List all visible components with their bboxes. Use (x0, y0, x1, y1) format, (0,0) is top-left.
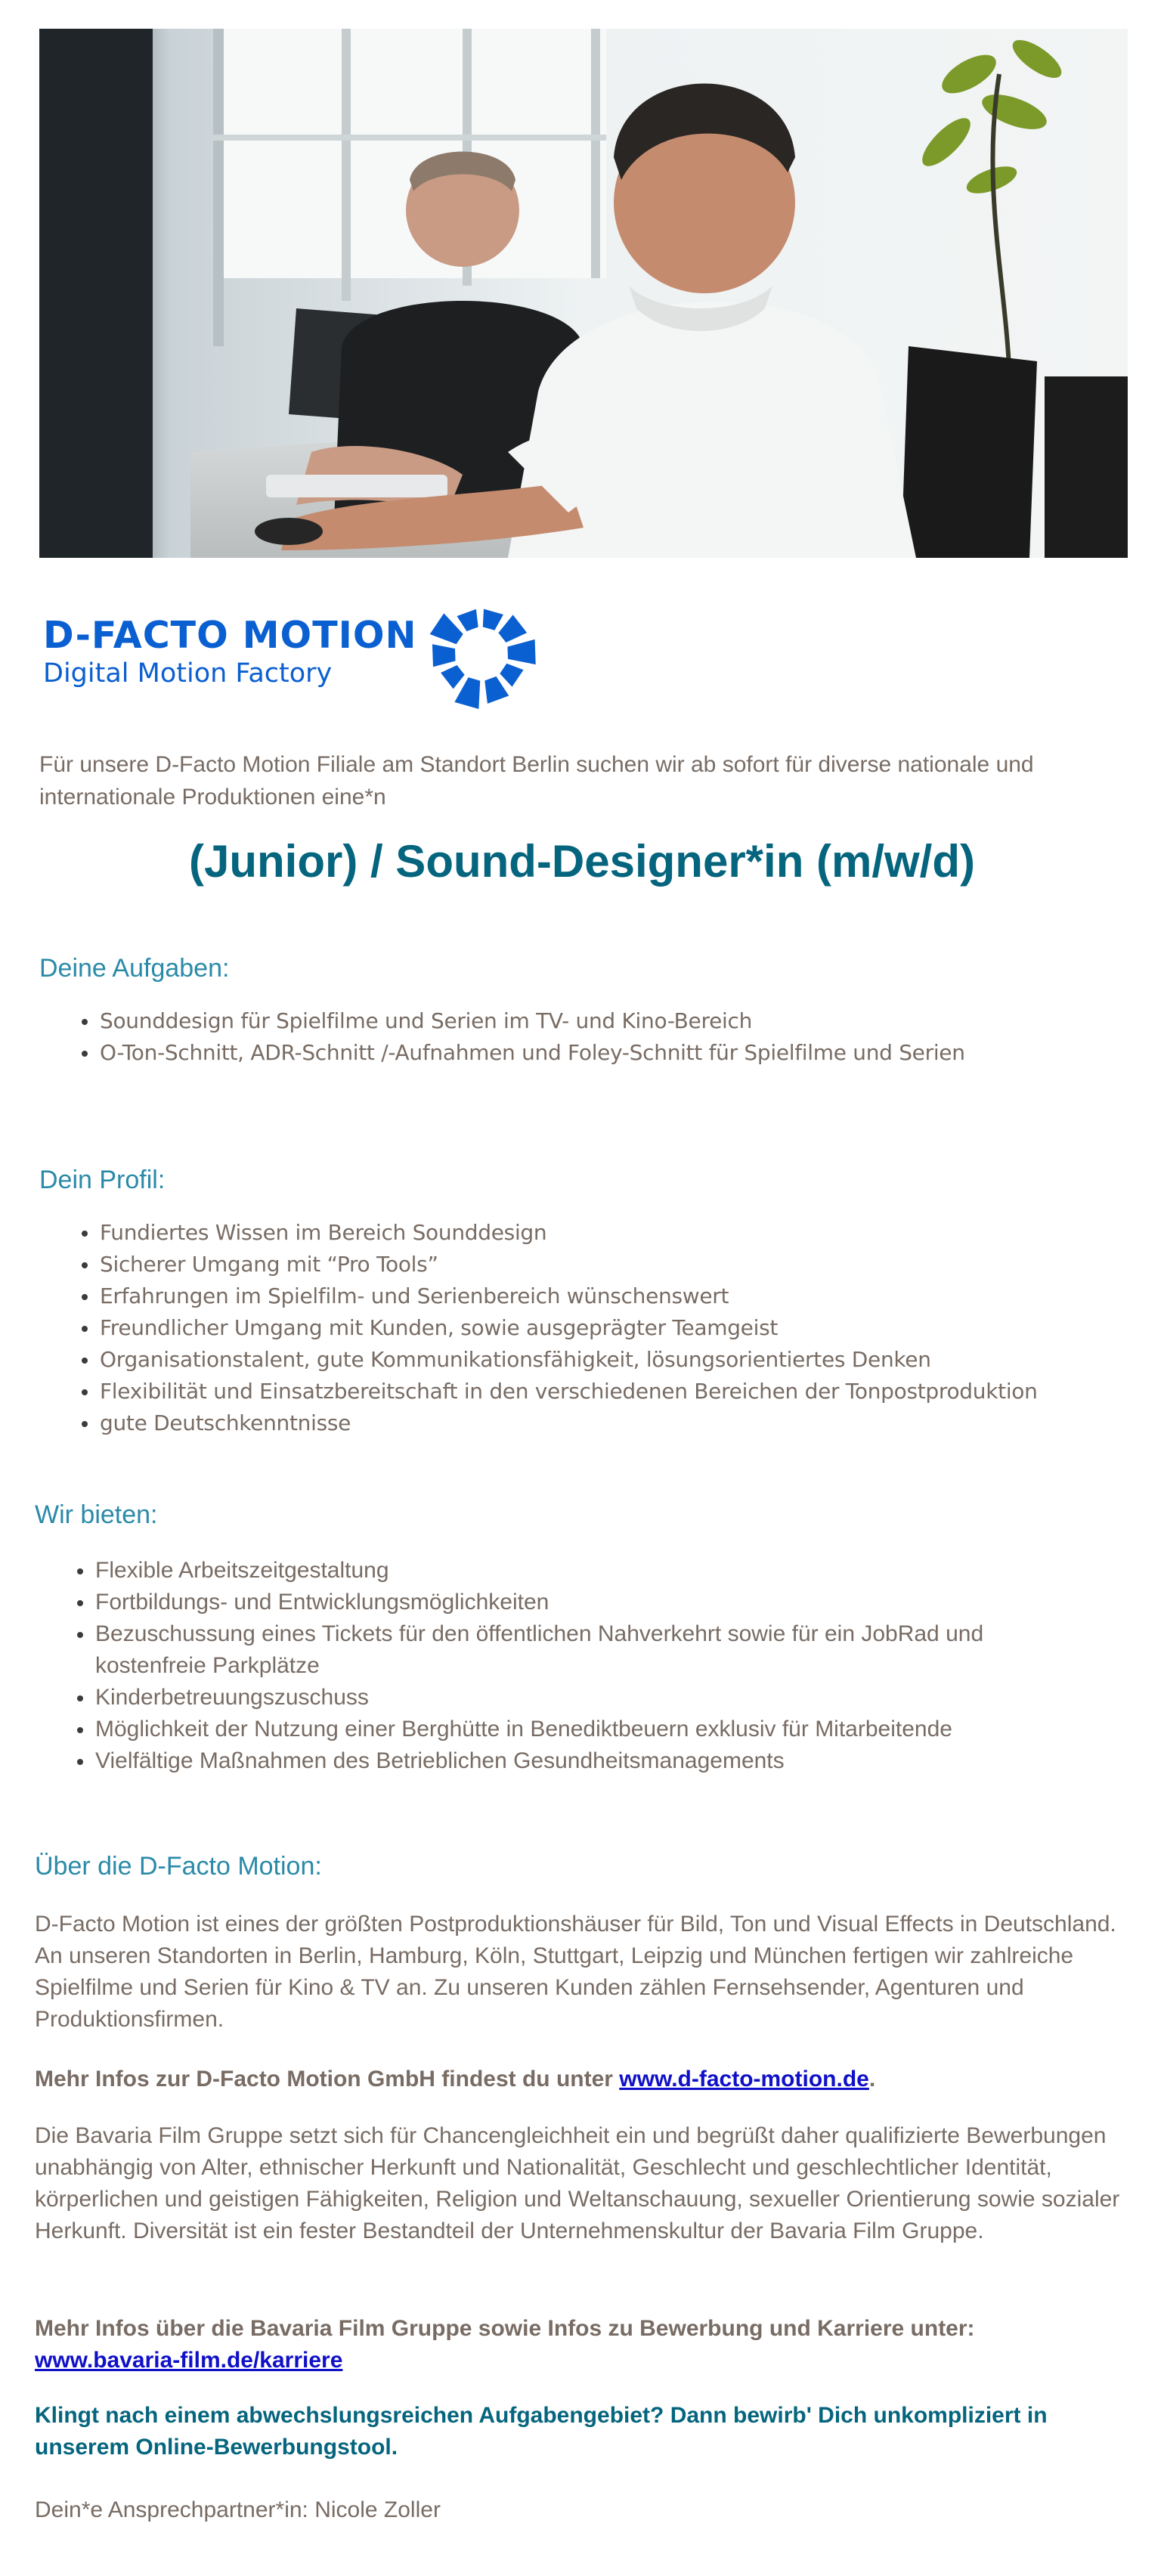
list-item: Freundlicher Umgang mit Kunden, sowie ausgeprägter Teamgeist (39, 1312, 1128, 1344)
list-item: gute Deutschkenntnisse (39, 1407, 1128, 1439)
intro-text: Für unsere D-Facto Motion Filiale am Standort Berlin suchen wir ab sofort für diverse nationale und internationale Produktionen eine*n (39, 752, 1034, 810)
list-item: Erfahrungen im Spielfilm- und Serienbereich wünschenswert (39, 1280, 1128, 1312)
company-logo (39, 582, 568, 726)
bavaria-more-text: Mehr Infos über die Bavaria Film Gruppe sowie Infos zu Bewerbung und Karriere unter: (35, 2316, 975, 2341)
contact-person: Dein*e Ansprechpartner*in: Nicole Zoller (35, 2497, 441, 2522)
ueber-more-prefix: Mehr Infos zur D-Facto Motion GmbH findest du unter (35, 2067, 620, 2091)
logo-ring-segment (432, 644, 456, 667)
ueber-heading: Über die D-Facto Motion: (35, 1852, 322, 1881)
logo-tagline: Digital Motion Factory (43, 658, 333, 689)
profil-list (39, 1217, 1128, 1439)
list-item: Fortbildungs- und Entwicklungsmöglichkeiten (35, 1587, 1093, 1618)
list-item: Sounddesign für Spielfilme und Serien im TV- und Kino-Bereich (39, 1005, 1128, 1037)
list-item: Kinderbetreuungszuschuss (35, 1682, 1093, 1714)
list-item: Organisationstalent, gute Kommunikationsfähigkeit, lösungsorientiertes Denken (39, 1344, 1128, 1376)
hero-photo (39, 29, 1128, 558)
logo-ring-segment (457, 609, 478, 631)
list-item: Möglichkeit der Nutzung einer Berghütte in Benediktbeuern exklusiv für Mitarbeitende (35, 1714, 1093, 1745)
logo-ring-segment (484, 677, 509, 704)
bieten-heading: Wir bieten: (35, 1500, 158, 1529)
list-item: Sicherer Umgang mit “Pro Tools” (39, 1249, 1128, 1280)
office-photo-illustration (39, 29, 1128, 558)
list-item: Vielfältige Maßnahmen des Betrieblichen Gesundheitsmanagements (35, 1745, 1093, 1777)
logo-wordmark: D-FACTO MOTION (43, 614, 417, 657)
bavaria-text: Die Bavaria Film Gruppe setzt sich für Chancengleichheit ein und begrüßt daher qualifizierte Bewerbungen unabhängig von Alter, ethnischer Herkunft und Nationalität, Geschlecht und geschlechtlicher Identität, körperlichen und geistigen Fähigkeiten, Religion und Weltanschauung, sexueller Orientierung sowie sozialer Herkunft. Diversität ist ein fester Bestandteil der Unternehmenskultur der Bavaria Film Gruppe. (35, 2123, 1120, 2243)
ueber-text: D-Facto Motion ist eines der größten Postproduktionshäuser für Bild, Ton und Visual Effects in Deutschland. An unseren Standorten in Berlin, Hamburg, Köln, Stuttgart, Leipzig und München fertigen wir zahlreiche Spielfilme und Serien für Kino & TV an. Zu unseren Kunden zählen Fernsehsender, Agenturen und Produktionsfirmen. (35, 1912, 1116, 2032)
aufgaben-list (39, 1005, 1128, 1069)
list-item: Flexible Arbeitszeitgestaltung (35, 1555, 1093, 1587)
bavaria-karriere-link[interactable]: www.bavaria-film.de/karriere (35, 2348, 343, 2373)
job-title: (Junior) / Sound-Designer*in (m/w/d) (189, 836, 975, 887)
logo-ring-segment (500, 664, 523, 687)
logo-ring-segment (507, 639, 535, 664)
profil-heading: Dein Profil: (39, 1166, 166, 1194)
list-item: O-Ton-Schnitt, ADR-Schnitt /-Aufnahmen und Foley-Schnitt für Spielfilme und Serien (39, 1037, 1128, 1069)
logo-ring-segment (483, 609, 503, 630)
bavaria-more-info (35, 2313, 1123, 2376)
cta-text: Klingt nach einem abwechslungsreichen Aufgabengebiet? Dann bewirb' Dich unkompliziert in unserem Online-Bewerbungstool. (35, 2403, 1048, 2460)
d-facto-motion-link[interactable]: www.d-facto-motion.de (619, 2067, 869, 2091)
bieten-list (35, 1555, 1093, 1777)
logo-ring-segment (498, 615, 527, 642)
list-item: Bezuschussung eines Tickets für den öffentlichen Nahverkehrt sowie für ein JobRad und kostenfreie Parkplätze (35, 1618, 1093, 1682)
aufgaben-heading: Deine Aufgaben: (39, 954, 230, 983)
list-item: Fundiertes Wissen im Bereich Sounddesign (39, 1217, 1128, 1249)
list-item: Flexibilität und Einsatzbereitschaft in den verschiedenen Bereichen der Tonpostproduktion (39, 1376, 1128, 1407)
segmented-ring-icon (417, 590, 546, 718)
ueber-more-suffix: . (868, 2067, 876, 2091)
ueber-more-info (35, 2064, 1123, 2095)
logo-ring-segment (441, 665, 465, 689)
